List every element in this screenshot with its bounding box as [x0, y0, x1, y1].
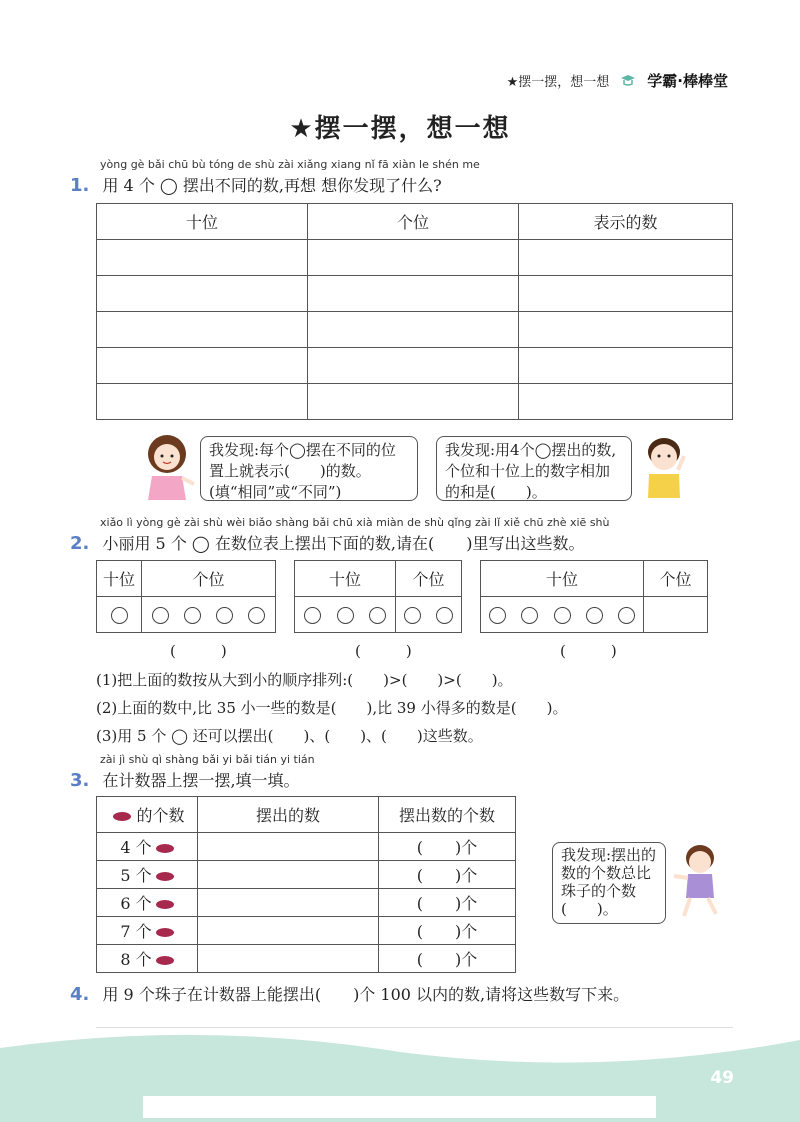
counter-circle: [404, 607, 421, 624]
ones-cell: [396, 597, 462, 633]
bead-icon: [113, 812, 131, 821]
ones-cell: [644, 597, 708, 633]
graduation-cap-icon: [619, 72, 637, 90]
bead-icon: [156, 928, 174, 937]
counter-circle: [586, 607, 603, 624]
q1-header-number: 表示的数: [519, 204, 733, 240]
table-row: [97, 384, 733, 420]
page-header: [507, 70, 728, 91]
brand-name: 学霸·棒棒堂: [647, 72, 728, 90]
table-row: 8 个 ( )个: [97, 945, 516, 973]
table-row: 7 个 ( )个: [97, 917, 516, 945]
q3-pinyin: zài jì shù qì shàng bǎi yi bǎi tián yi tián: [100, 753, 315, 766]
q1-header-ones: 个位: [308, 204, 519, 240]
q3-number: 3.: [70, 770, 90, 791]
table-row: [97, 240, 733, 276]
running-girl-illustration: [670, 840, 726, 920]
ones-header: 个位: [142, 561, 276, 597]
q4-text: 用 9 个珠子在计数器上能摆出( )个 100 以内的数,请将这些数写下来。: [102, 985, 630, 1004]
counter-circle: [111, 607, 128, 624]
bead-icon: [156, 872, 174, 881]
q1-table: [96, 203, 733, 420]
table-row: 5 个 ( )个: [97, 861, 516, 889]
answer-blank-3[interactable]: ( ): [560, 642, 617, 660]
q2-sub2: (2)上面的数中,比 35 小一些的数是( ),比 39 小得多的数是( )。: [96, 699, 568, 717]
girl-illustration: [138, 432, 196, 502]
q3-header-numbers: 摆出的数: [198, 797, 379, 833]
tens-header: 十位: [295, 561, 396, 597]
counter-circle: [554, 607, 571, 624]
table-row: [97, 312, 733, 348]
counter-circle: [216, 607, 233, 624]
ones-header: 个位: [396, 561, 462, 597]
bead-icon: [156, 900, 174, 909]
q3-header-total: 摆出数的个数: [379, 797, 516, 833]
answer-blank-2[interactable]: ( ): [355, 642, 412, 660]
page-title: ★摆一摆，想一想: [289, 114, 511, 144]
page-number: 49: [710, 1068, 734, 1088]
q3-table: [96, 796, 516, 973]
q1-pinyin: yòng gè bǎi chū bù tóng de shù zài xiǎng xiang nǐ fā xiàn le shén me: [100, 158, 480, 171]
counter-circle: [152, 607, 169, 624]
tens-header: 十位: [97, 561, 142, 597]
count-cell[interactable]: ( )个: [379, 945, 516, 973]
boy-illustration: [634, 432, 692, 502]
count-cell[interactable]: ( )个: [379, 917, 516, 945]
count-cell[interactable]: ( )个: [379, 833, 516, 861]
counter-circle: [436, 607, 453, 624]
tens-header: 十位: [481, 561, 644, 597]
q2-pinyin: xiǎo lì yòng gè zài shù wèi biǎo shàng bǎi chū xià miàn de shù qǐng zài lǐ xiě chū zhè xiē shù: [100, 516, 610, 529]
tens-cell: [295, 597, 396, 633]
table-row: 4 个 ( )个: [97, 833, 516, 861]
counter-circle: [521, 607, 538, 624]
speech-bubble-right: 我发现:用4个◯摆出的数,个位和十位上的数字相加的和是( )。: [436, 436, 632, 501]
q3-header-count: 的个数: [97, 797, 198, 833]
counter-circle: [618, 607, 635, 624]
counter-circle: [248, 607, 265, 624]
tens-cell: [481, 597, 644, 633]
footer-bar: [143, 1096, 656, 1118]
table-row: [97, 276, 733, 312]
count-cell[interactable]: ( )个: [379, 861, 516, 889]
place-value-table-2: [294, 560, 462, 633]
counter-circle: [369, 607, 386, 624]
answer-blank-1[interactable]: ( ): [170, 642, 227, 660]
counter-circle: [304, 607, 321, 624]
divider: [96, 1027, 733, 1028]
q2-sub1: (1)把上面的数按从大到小的顺序排列:( )>( )>( )。: [96, 671, 513, 689]
q2-text: 小丽用 5 个 ◯ 在数位表上摆出下面的数,请在( )里写出这些数。: [102, 534, 585, 553]
table-row: 6 个 ( )个: [97, 889, 516, 917]
count-cell[interactable]: ( )个: [379, 889, 516, 917]
counter-circle: [184, 607, 201, 624]
q4-number: 4.: [70, 984, 90, 1005]
counter-circle: [337, 607, 354, 624]
header-section: ★摆一摆，想一想: [506, 75, 610, 90]
q1-text: 用 4 个 ◯ 摆出不同的数,再想 想你发现了什么?: [102, 176, 442, 195]
bead-icon: [156, 956, 174, 965]
q2-sub3: (3)用 5 个 ◯ 还可以摆出( )、( )、( )这些数。: [96, 727, 483, 745]
q3-text: 在计数器上摆一摆,填一填。: [102, 771, 300, 790]
counter-circle: [489, 607, 506, 624]
bead-icon: [156, 844, 174, 853]
tens-cell: [97, 597, 142, 633]
table-row: [97, 348, 733, 384]
ones-cell: [142, 597, 276, 633]
ones-header: 个位: [644, 561, 708, 597]
q1-header-tens: 十位: [97, 204, 308, 240]
q2-number: 2.: [70, 533, 90, 554]
q1-number: 1.: [70, 175, 90, 196]
speech-bubble-q3: 我发现:摆出的数的个数总比珠子的个数( )。: [552, 842, 666, 924]
speech-bubble-left: 我发现:每个◯摆在不同的位置上就表示( )的数。(填“相同”或“不同”): [200, 436, 418, 501]
place-value-table-1: [96, 560, 276, 633]
place-value-table-3: [480, 560, 708, 633]
